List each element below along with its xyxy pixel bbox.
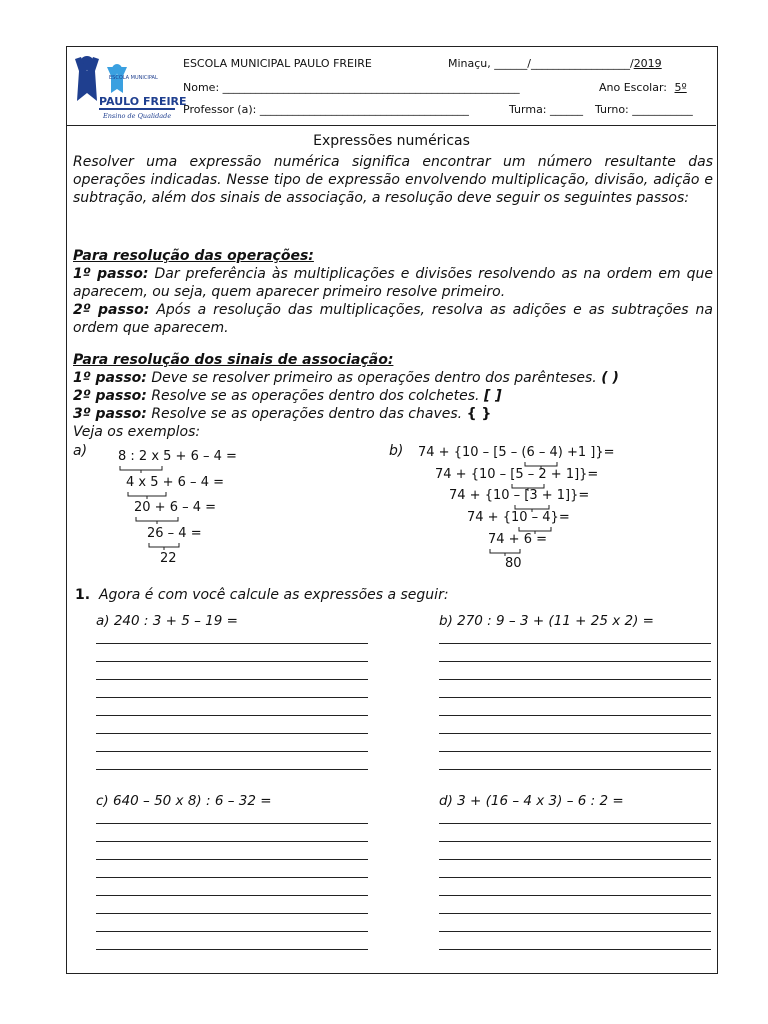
step-text: Após a resolução das multiplicações, resolva as adições e as subtrações na ordem que aparecem.	[73, 302, 713, 336]
city-date	[448, 57, 662, 70]
answer-line[interactable]	[439, 859, 711, 860]
answer-line[interactable]	[439, 661, 711, 662]
answer-line[interactable]	[96, 751, 368, 752]
association-step-3	[73, 405, 713, 423]
worksheet-header	[67, 47, 716, 126]
step-label: 2º passo:	[73, 302, 150, 318]
operations-heading: Para resolução das operações:	[73, 248, 314, 264]
answer-line[interactable]	[96, 733, 368, 734]
svg-text:ESCOLA MUNICIPAL: ESCOLA MUNICIPAL	[109, 75, 158, 81]
example-a-label: a)	[73, 443, 88, 459]
step-label: 1º passo:	[73, 370, 147, 386]
answer-line[interactable]	[96, 679, 368, 680]
operations-step-1	[73, 265, 713, 301]
svg-text:PAULO FREIRE: PAULO FREIRE	[99, 95, 187, 108]
exercise-a: a) 240 : 3 + 5 – 19 =	[96, 613, 238, 629]
answer-line[interactable]	[439, 823, 711, 824]
answer-line[interactable]	[96, 661, 368, 662]
page-title: Expressões numéricas	[313, 133, 470, 149]
grade-label: Ano Escolar:	[599, 81, 668, 94]
example-a-brace-icon	[147, 542, 187, 550]
exercise-b: b) 270 : 9 – 3 + (11 + 25 x 2) =	[439, 613, 654, 629]
step-text: Dar preferência às multiplicações e divisões resolvendo as na ordem em que aparecem, ou seja, quem aparecer primeiro resolve primeiro.	[73, 266, 713, 300]
step-label: 3º passo:	[73, 406, 147, 422]
school-logo-icon	[73, 53, 187, 121]
exercise-d: d) 3 + (16 – 4 x 3) – 6 : 2 =	[439, 793, 624, 809]
answer-line[interactable]	[439, 841, 711, 842]
school-name: ESCOLA MUNICIPAL PAULO FREIRE	[183, 57, 372, 70]
city-date-blank[interactable]: Minaçu, ______/__________________/	[448, 57, 634, 70]
answer-line[interactable]	[96, 913, 368, 914]
answer-line[interactable]	[96, 715, 368, 716]
parentheses-symbol: ( )	[601, 370, 619, 386]
step-text: Resolve se as operações dentro das chaves.	[146, 406, 463, 422]
example-a-brace-icon	[134, 516, 184, 524]
step-label: 2º passo:	[73, 388, 147, 404]
exercise-number: 1.	[75, 587, 91, 603]
association-step-1	[73, 369, 713, 387]
intro-paragraph: Resolver uma expressão numérica significa encontrar um número resultante das operações indicadas. Nesse tipo de expressão envolvendo multiplicação, divisão, adição e subtração, além dos sinais de associação, a resolução deve seguir os seguintes passos:	[73, 154, 713, 206]
answer-line[interactable]	[439, 931, 711, 932]
answer-line[interactable]	[96, 931, 368, 932]
exercise-c: c) 640 – 50 x 8) : 6 – 32 =	[96, 793, 272, 809]
example-b-line: 74 + {10 – 4}=	[467, 510, 570, 525]
year: 2019	[633, 57, 662, 70]
answer-line[interactable]	[96, 643, 368, 644]
exercise-instruction	[75, 587, 449, 603]
shift-field[interactable]: Turno: ___________	[595, 103, 693, 116]
braces-symbol: { }	[466, 406, 492, 422]
example-a-line: 20 + 6 – 4 =	[134, 500, 217, 515]
example-b-line: 74 + {10 – [5 – 2 + 1]}=	[435, 467, 599, 482]
answer-line[interactable]	[96, 877, 368, 878]
name-field[interactable]: Nome: ______________________________________________________	[183, 81, 520, 94]
association-step-2	[73, 387, 713, 405]
answer-line[interactable]	[96, 859, 368, 860]
answer-line[interactable]	[96, 823, 368, 824]
answer-line[interactable]	[439, 769, 711, 770]
teacher-field[interactable]: Professor (a): ______________________________________	[183, 103, 469, 116]
answer-line[interactable]	[96, 949, 368, 950]
class-field[interactable]: Turma: ______	[509, 103, 584, 116]
association-heading: Para resolução dos sinais de associação:	[73, 352, 394, 368]
answer-line[interactable]	[96, 895, 368, 896]
answer-line[interactable]	[96, 769, 368, 770]
example-a-result: 22	[160, 551, 177, 566]
grade-value[interactable]: 5º	[674, 81, 687, 94]
answer-line[interactable]	[96, 697, 368, 698]
step-text: Resolve se as operações dentro dos colchetes.	[146, 388, 480, 404]
answer-line[interactable]	[439, 949, 711, 950]
answer-line[interactable]	[439, 913, 711, 914]
grade-field	[599, 81, 691, 94]
answer-line[interactable]	[439, 715, 711, 716]
answer-line[interactable]	[439, 895, 711, 896]
example-b-line: 74 + {10 – [5 – (6 – 4) +1 ]}=	[418, 445, 615, 460]
example-a-brace-icon	[118, 465, 168, 473]
answer-line[interactable]	[439, 877, 711, 878]
example-a-line: 4 x 5 + 6 – 4 =	[126, 475, 224, 490]
example-b-result: 80	[505, 556, 522, 571]
answer-line[interactable]	[96, 841, 368, 842]
step-label: 1º passo:	[73, 266, 149, 282]
example-b-line: 74 + 6 =	[488, 532, 547, 547]
answer-line[interactable]	[439, 679, 711, 680]
example-b-line: 74 + {10 – [3 + 1]}=	[449, 488, 590, 503]
worksheet-page	[66, 46, 718, 974]
example-b-label: b)	[389, 443, 404, 459]
operations-step-2	[73, 301, 713, 337]
answer-line[interactable]	[439, 733, 711, 734]
example-a-line: 26 – 4 =	[147, 526, 202, 541]
step-text: Deve se resolver primeiro as operações dentro dos parênteses.	[146, 370, 597, 386]
brackets-symbol: [ ]	[483, 388, 502, 404]
example-a-line: 8 : 2 x 5 + 6 – 4 =	[118, 449, 237, 464]
example-b-brace-icon	[488, 548, 528, 556]
example-a-brace-icon	[126, 491, 176, 499]
answer-line[interactable]	[439, 697, 711, 698]
svg-text:Ensino de Qualidade: Ensino de Qualidade	[103, 112, 172, 120]
answer-line[interactable]	[439, 643, 711, 644]
association-section	[73, 351, 713, 441]
examples-intro: Veja os exemplos:	[73, 424, 201, 440]
answer-line[interactable]	[439, 751, 711, 752]
exercise-text: Agora é com você calcule as expressões a seguir:	[98, 587, 449, 603]
operations-section	[73, 247, 713, 337]
